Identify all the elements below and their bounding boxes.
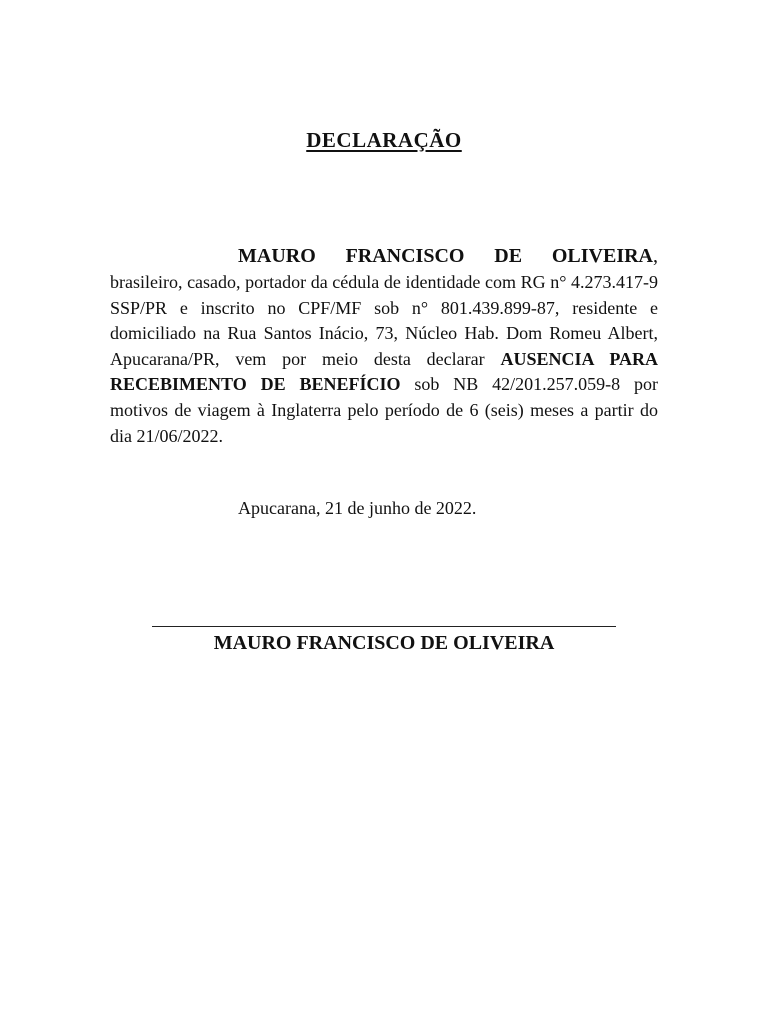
declaration-bold-statement: AUSENCIA PARA RECEBIMENTO DE BENEFÍCIO: [110, 348, 658, 395]
declaration-body: [110, 242, 658, 449]
date-line: Apucarana, 21 de junho de 2022.: [238, 498, 477, 518]
declaration-text-part1: brasileiro, casado, portador da cédula de identidade com RG n° 4.273.417-9 SSP/PR e inscrito no CPF/MF sob n° 801.439.899-87, residente e domiciliado na Rua Santos Inácio, 73, Núcleo Hab. Dom Romeu Albert, Apucarana/PR, vem por meio desta declarar: [110, 272, 658, 369]
declarant-name: MAURO FRANCISCO DE OLIVEIRA: [238, 245, 653, 267]
declarant-line: [110, 242, 658, 270]
declaration-text-part2: sob NB 42/201.257.059-8 por motivos de viagem à Inglaterra pelo período de 6 (seis) meses a partir do dia 21/06/2022.: [110, 374, 658, 446]
document-title: DECLARAÇÃO: [306, 128, 462, 152]
signature-name: MAURO FRANCISCO DE OLIVEIRA: [213, 632, 555, 654]
signature-line: [152, 626, 616, 627]
declarant-name-suffix: ,: [653, 245, 658, 267]
